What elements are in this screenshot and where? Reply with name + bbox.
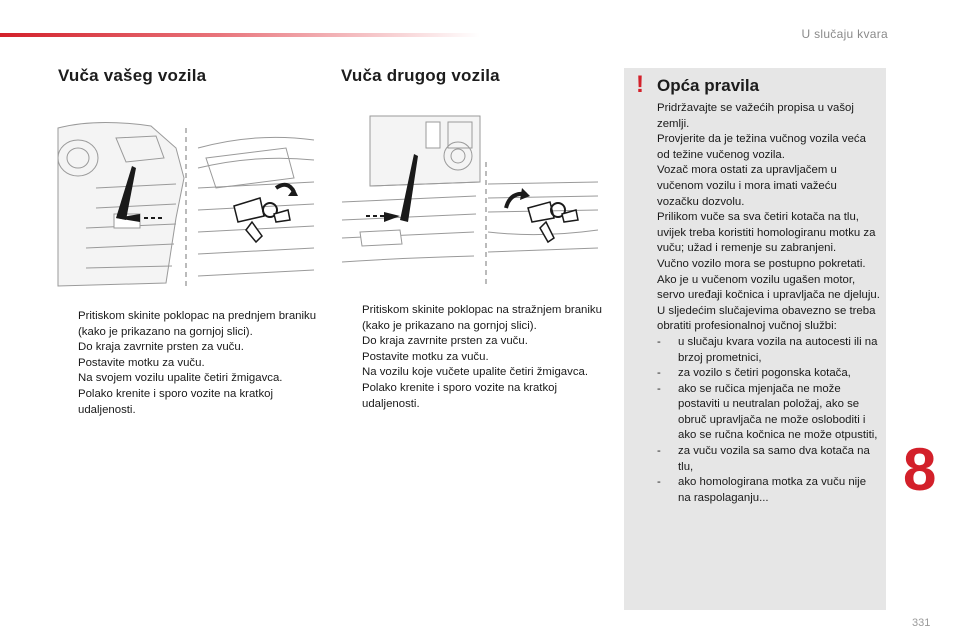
rear-towing-illustration <box>340 112 602 292</box>
list-item: Postavite motku za vuču. <box>78 356 205 369</box>
rule-paragraph: Pridržavajte se važećih propisa u vašoj zemlji. <box>657 102 854 130</box>
rule-paragraph: Vučno vozilo mora se postupno pokretati. <box>657 257 866 270</box>
general-rules-panel <box>624 68 886 610</box>
list-item: Do kraja zavrnite prsten za vuču. <box>362 335 528 348</box>
towing-another-vehicle-steps <box>342 303 604 412</box>
rule-paragraph: Ako je u vučenom vozilu ugašen motor, servo uređaji kočnica i upravljača ne djeluju. <box>657 273 880 302</box>
list-item: Polako krenite i sporo vozite na kratkoj udaljenosti. <box>78 387 274 416</box>
list-item: Polako krenite i sporo vozite na kratkoj udaljenosti. <box>362 381 558 410</box>
chapter-number: 8 <box>903 436 937 503</box>
rule-paragraph: Vozač mora ostati za upravljačem u vučenom vozilu i mora imati važeću vozačku dozvolu. <box>657 164 837 208</box>
list-item: Pritiskom skinite poklopac na prednjem braniku (kako je prikazano na gornjoj slici). <box>78 310 317 338</box>
section-title: U slučaju kvara <box>801 27 888 41</box>
professional-service-cases <box>657 335 881 507</box>
warning-exclamation-icon: ! <box>636 71 644 98</box>
header-accent-bar <box>0 33 480 37</box>
rule-paragraph: Provjerite da je težina vučnog vozila veća od težine vučenog vozila. <box>657 133 866 161</box>
towing-another-vehicle-title: Vuča drugog vozila <box>341 66 500 85</box>
front-towing-illustration <box>56 118 318 298</box>
towing-your-vehicle-steps <box>58 309 323 418</box>
list-item: Pritiskom skinite poklopac na stražnjem braniku (kako je prikazano na gornjoj slici). <box>362 304 602 332</box>
rule-paragraph: Prilikom vuče sa sva četiri kotača na tlu, uvijek treba koristiti homologiranu motku za vuču; užad i remenje su zabranjeni. <box>657 211 876 255</box>
list-item: Do kraja zavrnite prsten za vuču. <box>78 341 244 354</box>
rule-paragraph: U sljedećim slučajevima obavezno se treba obratiti profesionalnoj vučnoj službi: <box>657 304 876 333</box>
list-item: Postavite motku za vuču. <box>362 350 489 363</box>
list-item: - za vozilo s četiri pogonska kotača, <box>657 367 851 380</box>
list-item: Na vozilu koje vučete upalite četiri žmigavca. <box>362 366 589 379</box>
list-item: - ako homologirana motka za vuču nije na raspolaganju... <box>657 476 867 504</box>
list-item: - za vuču vozila sa samo dva kotača na tlu, <box>657 445 870 473</box>
list-item: Na svojem vozilu upalite četiri žmigavca. <box>78 372 283 385</box>
towing-your-vehicle-title: Vuča vašeg vozila <box>58 66 207 85</box>
page-number: 331 <box>912 617 931 629</box>
list-item: - u slučaju kvara vozila na autocesti ili na brzoj prometnici, <box>657 335 878 364</box>
general-rules-body <box>657 101 881 506</box>
general-rules-title: Opća pravila <box>657 76 760 95</box>
list-item: - ako se ručica mjenjača ne može postaviti u neutralan položaj, ako se obruč upravljača ne može osloboditi i ako se ručna kočnica ne može otpustiti, <box>657 382 878 442</box>
